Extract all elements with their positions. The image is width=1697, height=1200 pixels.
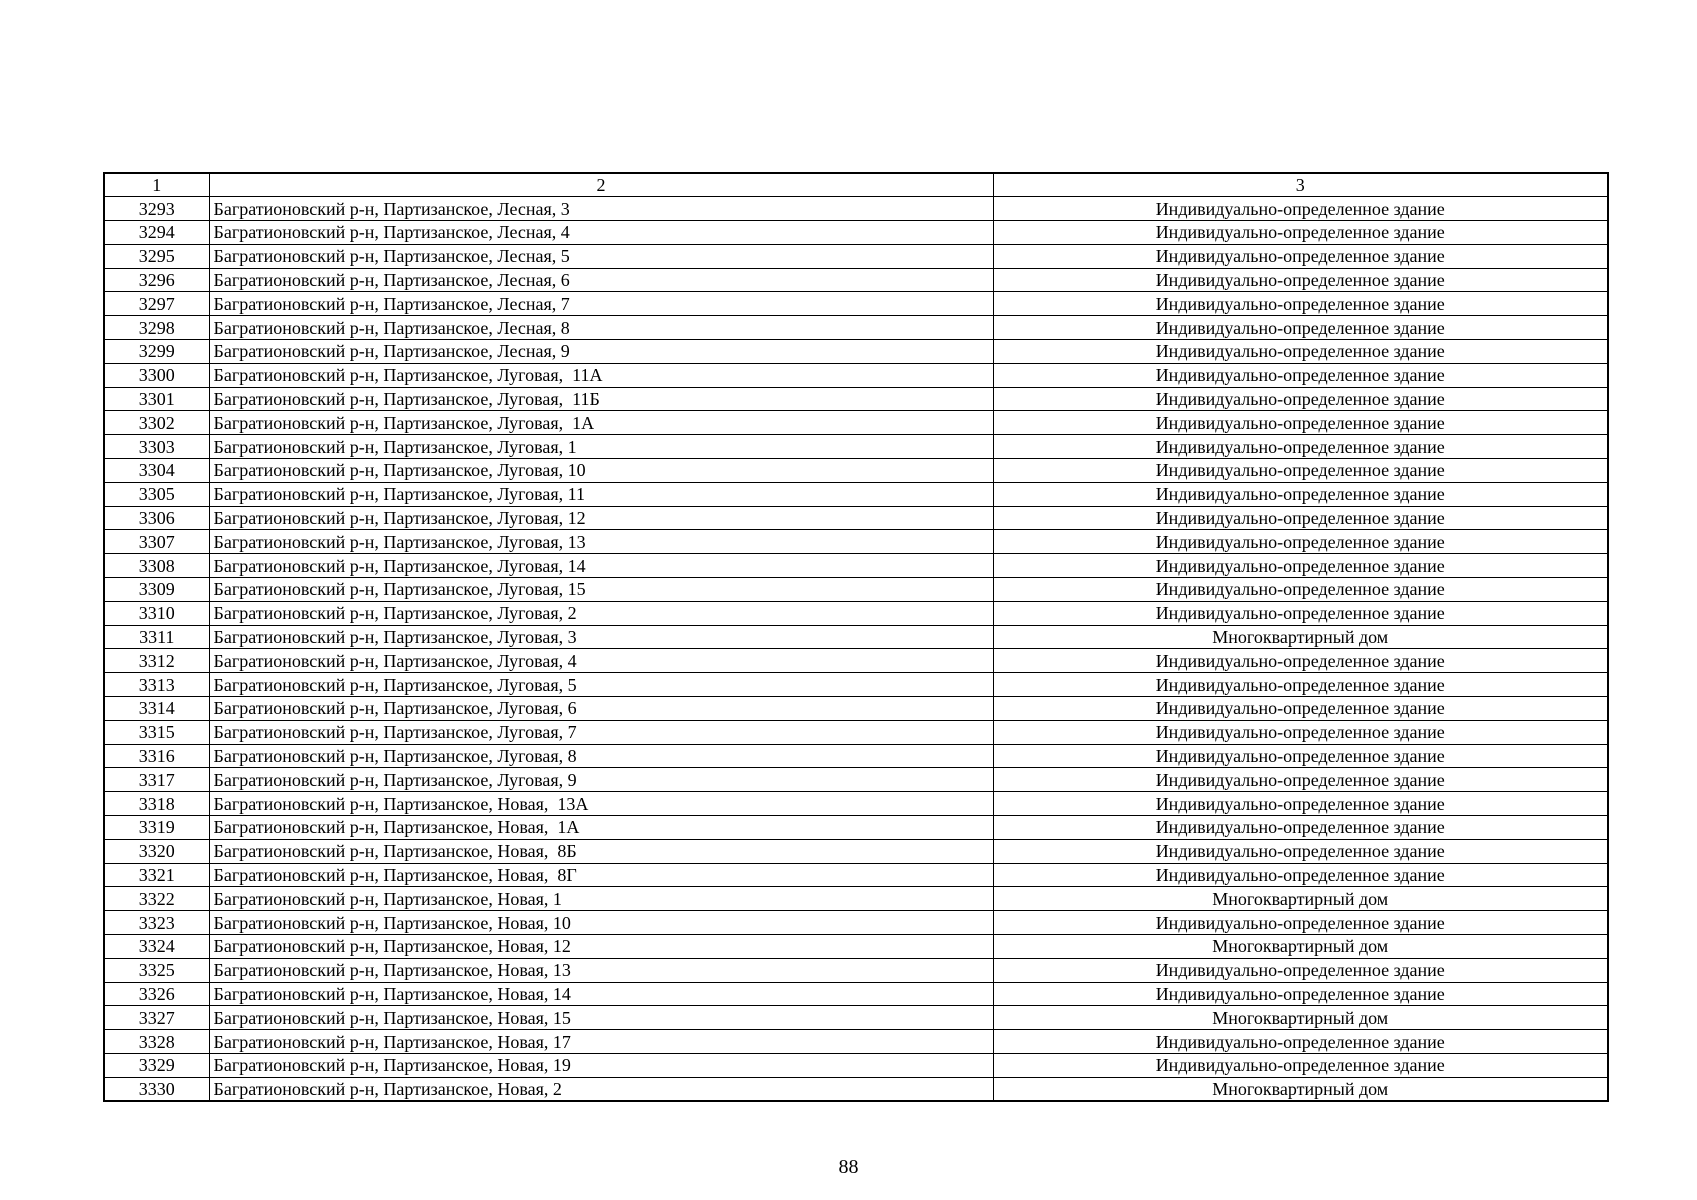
table-row	[104, 982, 1608, 1006]
building-type-cell: Индивидуально-определенное здание	[993, 340, 1608, 364]
table-body	[104, 197, 1608, 1101]
table-row	[104, 649, 1608, 673]
address-cell: Багратионовский р-н, Партизанское, Луговая, 11	[209, 482, 993, 506]
building-type-cell: Индивидуально-определенное здание	[993, 268, 1608, 292]
building-type-cell: Многоквартирный дом	[993, 887, 1608, 911]
address-cell: Багратионовский р-н, Партизанское, Луговая, 11А	[209, 363, 993, 387]
table-row	[104, 459, 1608, 483]
building-type-cell: Индивидуально-определенное здание	[993, 316, 1608, 340]
row-number-cell: 3299	[104, 340, 209, 364]
address-cell: Багратионовский р-н, Партизанское, Луговая, 4	[209, 649, 993, 673]
row-number-cell: 3308	[104, 554, 209, 578]
table-row	[104, 340, 1608, 364]
building-type-cell: Многоквартирный дом	[993, 1077, 1608, 1101]
row-number-cell: 3318	[104, 792, 209, 816]
address-cell: Багратионовский р-н, Партизанское, Луговая, 5	[209, 673, 993, 697]
address-cell: Багратионовский р-н, Партизанское, Лесная, 7	[209, 292, 993, 316]
row-number-cell: 3309	[104, 578, 209, 602]
table-row	[104, 744, 1608, 768]
table-row	[104, 554, 1608, 578]
building-type-cell: Многоквартирный дом	[993, 1006, 1608, 1030]
table-header-row	[104, 173, 1608, 197]
building-type-cell: Индивидуально-определенное здание	[993, 958, 1608, 982]
building-type-cell: Индивидуально-определенное здание	[993, 435, 1608, 459]
address-cell: Багратионовский р-н, Партизанское, Новая, 12	[209, 935, 993, 959]
column-header-2: 2	[209, 173, 993, 197]
building-type-cell: Индивидуально-определенное здание	[993, 768, 1608, 792]
table-row	[104, 601, 1608, 625]
building-type-cell: Индивидуально-определенное здание	[993, 911, 1608, 935]
row-number-cell: 3322	[104, 887, 209, 911]
table-row	[104, 578, 1608, 602]
address-cell: Багратионовский р-н, Партизанское, Луговая, 12	[209, 506, 993, 530]
address-cell: Багратионовский р-н, Партизанское, Новая, 1А	[209, 816, 993, 840]
building-type-cell: Индивидуально-определенное здание	[993, 697, 1608, 721]
column-header-1: 1	[104, 173, 209, 197]
building-type-cell: Индивидуально-определенное здание	[993, 221, 1608, 245]
table-row	[104, 387, 1608, 411]
address-cell: Багратионовский р-н, Партизанское, Новая, 13А	[209, 792, 993, 816]
building-type-cell: Индивидуально-определенное здание	[993, 649, 1608, 673]
row-number-cell: 3312	[104, 649, 209, 673]
table-row	[104, 197, 1608, 221]
table-row	[104, 697, 1608, 721]
address-cell: Багратионовский р-н, Партизанское, Луговая, 10	[209, 459, 993, 483]
column-header-3: 3	[993, 173, 1608, 197]
table-row	[104, 292, 1608, 316]
row-number-cell: 3295	[104, 244, 209, 268]
building-type-cell: Многоквартирный дом	[993, 935, 1608, 959]
row-number-cell: 3317	[104, 768, 209, 792]
table-row	[104, 887, 1608, 911]
row-number-cell: 3320	[104, 839, 209, 863]
address-cell: Багратионовский р-н, Партизанское, Новая, 1	[209, 887, 993, 911]
table-row	[104, 792, 1608, 816]
table-row	[104, 863, 1608, 887]
page-number: 88	[838, 1156, 859, 1178]
address-cell: Багратионовский р-н, Партизанское, Луговая, 14	[209, 554, 993, 578]
address-cell: Багратионовский р-н, Партизанское, Луговая, 1	[209, 435, 993, 459]
address-cell: Багратионовский р-н, Партизанское, Луговая, 13	[209, 530, 993, 554]
table-row	[104, 911, 1608, 935]
table-row	[104, 435, 1608, 459]
address-cell: Багратионовский р-н, Партизанское, Лесная, 6	[209, 268, 993, 292]
table-row	[104, 244, 1608, 268]
building-type-cell: Индивидуально-определенное здание	[993, 673, 1608, 697]
table-row	[104, 363, 1608, 387]
table-row	[104, 221, 1608, 245]
row-number-cell: 3307	[104, 530, 209, 554]
address-cell: Багратионовский р-н, Партизанское, Луговая, 8	[209, 744, 993, 768]
row-number-cell: 3303	[104, 435, 209, 459]
table-row	[104, 268, 1608, 292]
table-row	[104, 1006, 1608, 1030]
row-number-cell: 3305	[104, 482, 209, 506]
row-number-cell: 3319	[104, 816, 209, 840]
address-cell: Багратионовский р-н, Партизанское, Луговая, 9	[209, 768, 993, 792]
row-number-cell: 3296	[104, 268, 209, 292]
building-type-cell: Многоквартирный дом	[993, 625, 1608, 649]
row-number-cell: 3321	[104, 863, 209, 887]
table-row	[104, 1077, 1608, 1101]
table-row	[104, 1030, 1608, 1054]
building-type-cell: Индивидуально-определенное здание	[993, 411, 1608, 435]
row-number-cell: 3327	[104, 1006, 209, 1030]
row-number-cell: 3294	[104, 221, 209, 245]
row-number-cell: 3328	[104, 1030, 209, 1054]
row-number-cell: 3329	[104, 1053, 209, 1077]
building-type-cell: Индивидуально-определенное здание	[993, 839, 1608, 863]
table-row	[104, 935, 1608, 959]
address-cell: Багратионовский р-н, Партизанское, Луговая, 3	[209, 625, 993, 649]
building-type-cell: Индивидуально-определенное здание	[993, 197, 1608, 221]
row-number-cell: 3310	[104, 601, 209, 625]
table-row	[104, 1053, 1608, 1077]
address-cell: Багратионовский р-н, Партизанское, Новая, 2	[209, 1077, 993, 1101]
row-number-cell: 3324	[104, 935, 209, 959]
building-type-cell: Индивидуально-определенное здание	[993, 1053, 1608, 1077]
address-cell: Багратионовский р-н, Партизанское, Луговая, 11Б	[209, 387, 993, 411]
row-number-cell: 3323	[104, 911, 209, 935]
address-cell: Багратионовский р-н, Партизанское, Новая, 8Г	[209, 863, 993, 887]
table-row	[104, 673, 1608, 697]
row-number-cell: 3306	[104, 506, 209, 530]
building-type-cell: Индивидуально-определенное здание	[993, 601, 1608, 625]
building-type-cell: Индивидуально-определенное здание	[993, 744, 1608, 768]
building-type-cell: Индивидуально-определенное здание	[993, 863, 1608, 887]
table-row	[104, 625, 1608, 649]
address-cell: Багратионовский р-н, Партизанское, Новая, 10	[209, 911, 993, 935]
row-number-cell: 3314	[104, 697, 209, 721]
building-type-cell: Индивидуально-определенное здание	[993, 459, 1608, 483]
table-row	[104, 839, 1608, 863]
table-row	[104, 958, 1608, 982]
address-cell: Багратионовский р-н, Партизанское, Луговая, 2	[209, 601, 993, 625]
address-cell: Багратионовский р-н, Партизанское, Лесная, 4	[209, 221, 993, 245]
table-row	[104, 816, 1608, 840]
address-cell: Багратионовский р-н, Партизанское, Новая, 14	[209, 982, 993, 1006]
building-type-cell: Индивидуально-определенное здание	[993, 792, 1608, 816]
building-type-cell: Индивидуально-определенное здание	[993, 387, 1608, 411]
address-cell: Багратионовский р-н, Партизанское, Лесная, 5	[209, 244, 993, 268]
building-type-cell: Индивидуально-определенное здание	[993, 482, 1608, 506]
table-row	[104, 720, 1608, 744]
table-row	[104, 316, 1608, 340]
address-cell: Багратионовский р-н, Партизанское, Лесная, 3	[209, 197, 993, 221]
table-row	[104, 530, 1608, 554]
row-number-cell: 3316	[104, 744, 209, 768]
address-cell: Багратионовский р-н, Партизанское, Новая, 13	[209, 958, 993, 982]
row-number-cell: 3325	[104, 958, 209, 982]
address-cell: Багратионовский р-н, Партизанское, Луговая, 7	[209, 720, 993, 744]
building-type-cell: Индивидуально-определенное здание	[993, 554, 1608, 578]
row-number-cell: 3326	[104, 982, 209, 1006]
row-number-cell: 3301	[104, 387, 209, 411]
building-type-cell: Индивидуально-определенное здание	[993, 292, 1608, 316]
building-type-cell: Индивидуально-определенное здание	[993, 578, 1608, 602]
row-number-cell: 3311	[104, 625, 209, 649]
document-table	[103, 172, 1609, 1102]
address-cell: Багратионовский р-н, Партизанское, Новая, 8Б	[209, 839, 993, 863]
row-number-cell: 3300	[104, 363, 209, 387]
building-type-cell: Индивидуально-определенное здание	[993, 816, 1608, 840]
table-row	[104, 506, 1608, 530]
row-number-cell: 3293	[104, 197, 209, 221]
address-cell: Багратионовский р-н, Партизанское, Луговая, 15	[209, 578, 993, 602]
row-number-cell: 3302	[104, 411, 209, 435]
row-number-cell: 3304	[104, 459, 209, 483]
table-row	[104, 411, 1608, 435]
row-number-cell: 3313	[104, 673, 209, 697]
address-cell: Багратионовский р-н, Партизанское, Лесная, 8	[209, 316, 993, 340]
building-type-cell: Индивидуально-определенное здание	[993, 244, 1608, 268]
address-cell: Багратионовский р-н, Партизанское, Луговая, 1А	[209, 411, 993, 435]
table-row	[104, 482, 1608, 506]
building-type-cell: Индивидуально-определенное здание	[993, 363, 1608, 387]
address-cell: Багратионовский р-н, Партизанское, Лесная, 9	[209, 340, 993, 364]
building-type-cell: Индивидуально-определенное здание	[993, 506, 1608, 530]
address-cell: Багратионовский р-н, Партизанское, Луговая, 6	[209, 697, 993, 721]
building-type-cell: Индивидуально-определенное здание	[993, 530, 1608, 554]
address-cell: Багратионовский р-н, Партизанское, Новая, 19	[209, 1053, 993, 1077]
table-row	[104, 768, 1608, 792]
address-cell: Багратионовский р-н, Партизанское, Новая, 17	[209, 1030, 993, 1054]
row-number-cell: 3298	[104, 316, 209, 340]
building-type-cell: Индивидуально-определенное здание	[993, 720, 1608, 744]
building-type-cell: Индивидуально-определенное здание	[993, 982, 1608, 1006]
row-number-cell: 3297	[104, 292, 209, 316]
building-type-cell: Индивидуально-определенное здание	[993, 1030, 1608, 1054]
address-cell: Багратионовский р-н, Партизанское, Новая, 15	[209, 1006, 993, 1030]
row-number-cell: 3315	[104, 720, 209, 744]
row-number-cell: 3330	[104, 1077, 209, 1101]
